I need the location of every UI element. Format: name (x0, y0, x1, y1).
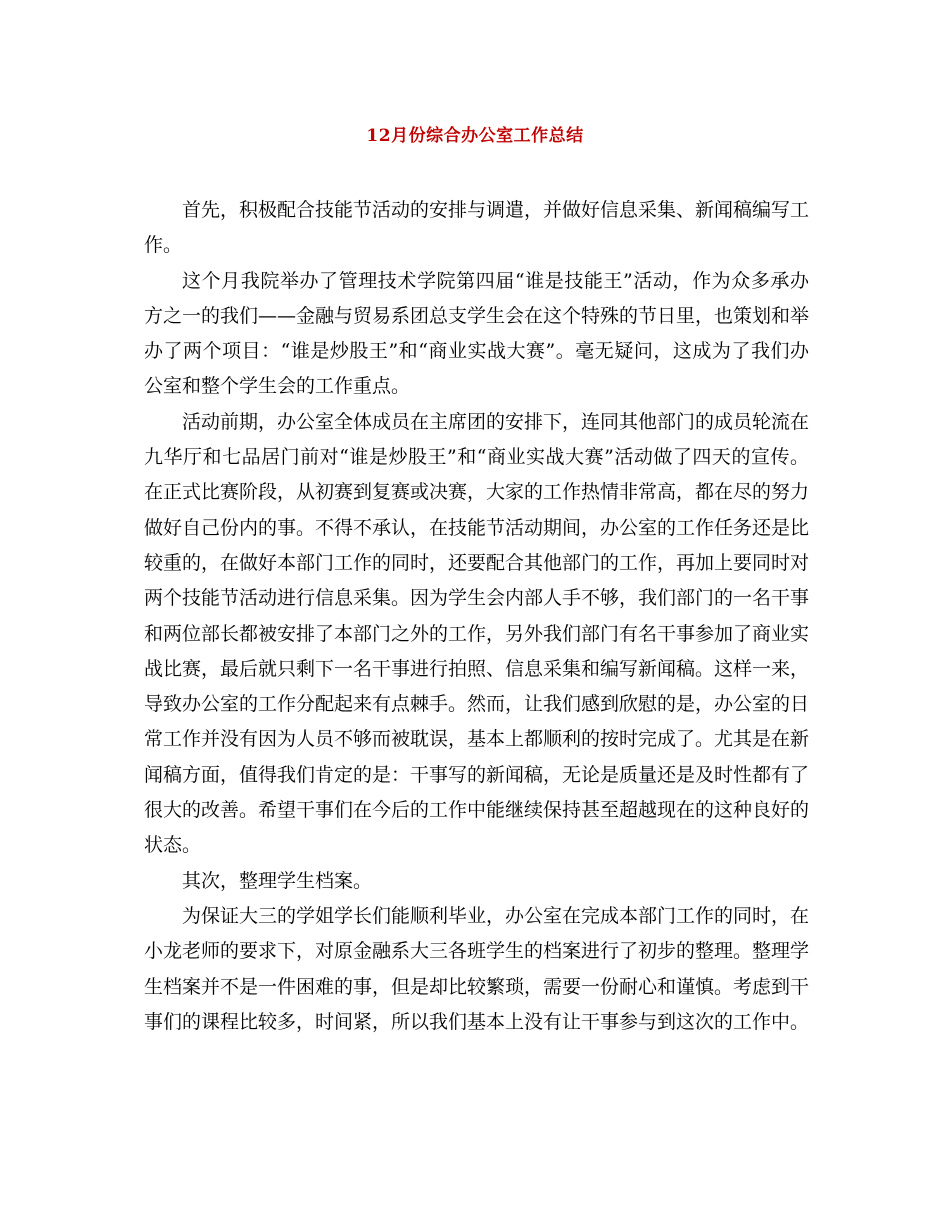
paragraph-2: 这个月我院举办了管理技术学院第四届“谁是技能王”活动，作为众多承办方之一的我们——金融与贸易系团总支学生会在这个特殊的节日里，也策划和举办了两个项目：“谁是炒股王”和“商业实战大赛”。毫无疑问，这成为了我们办公室和整个学生会的工作重点。 (144, 269, 810, 398)
paragraph-4: 其次，整理学生档案。 (182, 869, 373, 892)
document-body (144, 193, 809, 1040)
paragraph-3: 活动前期，办公室全体成员在主席团的安排下，连同其他部门的成员轮流在九华厅和七品居门前对“谁是炒股王”和“商业实战大赛”活动做了四天的宣传。在正式比赛阶段，从初赛到复赛或决赛，大家的工作热情非常高，都在尽的努力做好自己份内的事。不得不承认，在技能节活动期间，办公室的工作任务还是比较重的，在做好本部门工作的同时，还要配合其他部门的工作，再加上要同时对两个技能节活动进行信息采集。因为学生会内部人手不够，我们部门的一名干事和两位部长都被安排了本部门之外的工作，另外我们部门有名干事参加了商业实战比赛，最后就只剩下一名干事进行拍照、信息采集和编写新闻稿。这样一来，导致办公室的工作分配起来有点棘手。然而，让我们感到欣慰的是，办公室的日常工作并没有因为人员不够而被耽误，基本上都顺利的按时完成了。尤其是在新闻稿方面，值得我们肯定的是：干事写的新闻稿，无论是质量还是及时性都有了很大的改善。希望干事们在今后的工作中能继续保持甚至超越现在的这种良好的状态。 (144, 410, 810, 857)
page-title: 12月份综合办公室工作总结 (366, 126, 584, 146)
paragraph-5: 为保证大三的学姐学长们能顺利毕业，办公室在完成本部门工作的同时，在小龙老师的要求下，对原金融系大三各班学生的档案进行了初步的整理。整理学生档案并不是一件困难的事，但是却比较繁琐，需要一份耐心和谨慎。考虑到干事们的课程比较多，时间紧，所以我们基本上没有让干事参与到这次的工作中。 (144, 904, 810, 1033)
paragraph-1: 首先，积极配合技能节活动的安排与调遣，并做好信息采集、新闻稿编写工作。 (144, 199, 810, 257)
